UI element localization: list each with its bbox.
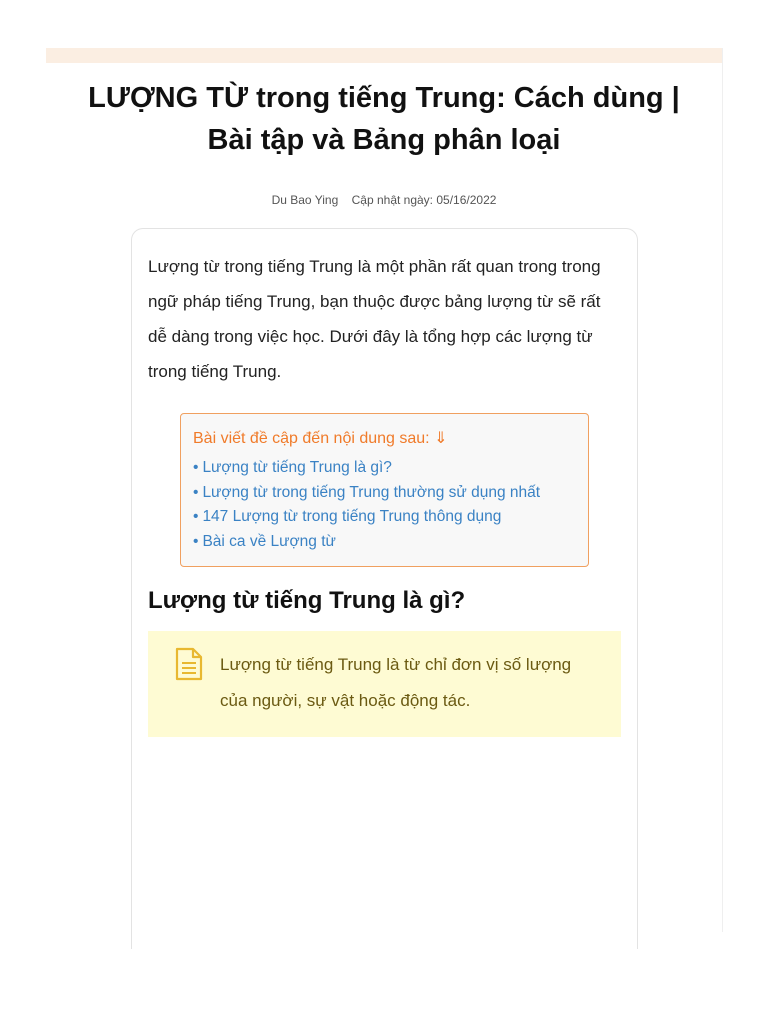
toc-item[interactable]: • 147 Lượng từ trong tiếng Trung thông dụng bbox=[193, 508, 502, 525]
article-meta bbox=[46, 193, 722, 207]
note-text: Lượng từ tiếng Trung là từ chỉ đơn vị số lượng của người, sự vật hoặc động tác. bbox=[220, 655, 572, 710]
table-of-contents bbox=[180, 413, 589, 567]
definition-note bbox=[148, 631, 621, 737]
document-icon bbox=[174, 647, 204, 681]
author-name[interactable]: Du Bao Ying bbox=[271, 193, 339, 207]
toc-link[interactable]: Lượng từ tiếng Trung là gì? bbox=[202, 459, 392, 476]
toc-title: Bài viết đề cập đến nội dung sau: ⇓ bbox=[193, 430, 448, 447]
updated-date: Cập nhật ngày: 05/16/2022 bbox=[351, 193, 497, 207]
article-title: LƯỢNG TỪ trong tiếng Trung: Cách dùng | Bài tập và Bảng phân loại bbox=[88, 82, 680, 156]
toc-link[interactable]: 147 Lượng từ trong tiếng Trung thông dụng bbox=[202, 508, 502, 525]
toc-item[interactable]: • Bài ca về Lượng từ bbox=[193, 532, 336, 550]
toc-link[interactable]: Bài ca về Lượng từ bbox=[202, 532, 336, 550]
article-page bbox=[46, 48, 723, 932]
toc-item[interactable]: • Lượng từ tiếng Trung là gì? bbox=[193, 459, 392, 476]
content-card bbox=[131, 228, 638, 949]
section-heading: Lượng từ tiếng Trung là gì? bbox=[148, 587, 466, 614]
toc-link[interactable]: Lượng từ trong tiếng Trung thường sử dụng nhất bbox=[202, 483, 541, 501]
top-band bbox=[46, 48, 722, 63]
toc-item[interactable]: • Lượng từ trong tiếng Trung thường sử dụng nhất bbox=[193, 483, 541, 501]
intro-paragraph: Lượng từ trong tiếng Trung là một phần rất quan trong trong ngữ pháp tiếng Trung, bạn thuộc được bảng lượng từ sẽ rất dễ dàng trong việc học. Dưới đây là tổng hợp các lượng từ trong tiếng Trung. bbox=[148, 257, 601, 381]
